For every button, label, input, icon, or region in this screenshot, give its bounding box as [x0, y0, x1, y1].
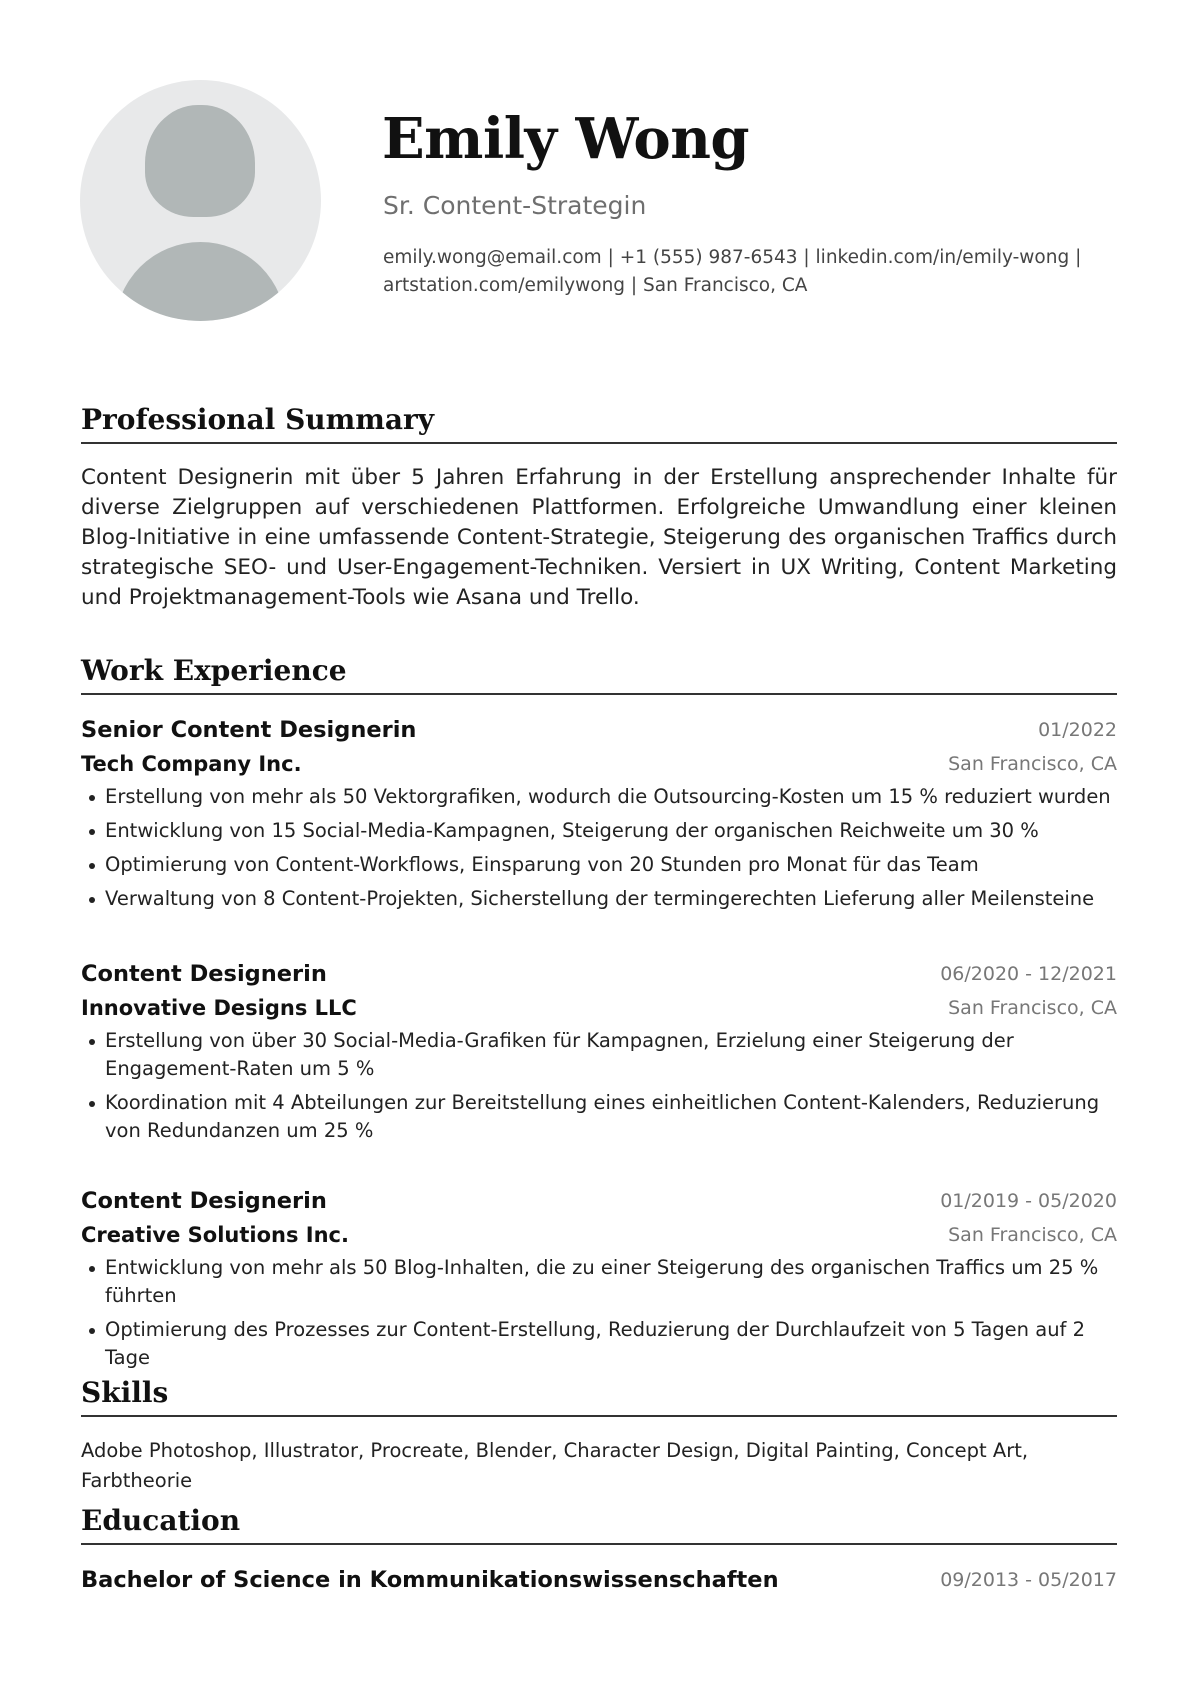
skills-list: Adobe Photoshop, Illustrator, Procreate, Blender, Character Design, Digital Painting, Concept Art, Farbtheorie	[81, 1439, 1029, 1492]
candidate-title: Sr. Content-Strategin	[383, 191, 647, 220]
job-role: Content Designerin	[81, 1188, 327, 1214]
job-bullets	[81, 1027, 1117, 1145]
avatar-placeholder-icon	[80, 80, 321, 321]
contact-line-1: emily.wong@email.com | +1 (555) 987-6543 | linkedin.com/in/emily-wong |	[383, 247, 1082, 268]
job-company: Tech Company Inc.	[81, 752, 302, 776]
job-company: Creative Solutions Inc.	[81, 1223, 349, 1247]
job-company-row	[81, 747, 1117, 781]
job-entry	[81, 1184, 1117, 1378]
skills-section-title: Skills	[81, 1375, 1117, 1417]
job-bullet: Optimierung von Content-Workflows, Einsparung von 20 Stunden pro Monat für das Team	[81, 851, 1117, 879]
job-header-row	[81, 1184, 1117, 1218]
job-dates: 01/2022	[1038, 719, 1117, 741]
job-entry	[81, 957, 1117, 1151]
avatar-head-shape	[145, 105, 255, 217]
job-header-row	[81, 713, 1117, 747]
job-location: San Francisco, CA	[948, 1224, 1117, 1246]
experience-section-title: Work Experience	[81, 653, 1117, 695]
job-company-row	[81, 1218, 1117, 1252]
job-dates: 01/2019 - 05/2020	[940, 1190, 1117, 1212]
job-bullets	[81, 1254, 1117, 1372]
job-bullet: Entwicklung von 15 Social-Media-Kampagnen, Steigerung der organischen Reichweite um 30 %	[81, 817, 1117, 845]
job-location: San Francisco, CA	[948, 753, 1117, 775]
job-bullet: Optimierung des Prozesses zur Content-Erstellung, Reduzierung der Durchlaufzeit von 5 Tagen auf 2 Tage	[81, 1316, 1117, 1372]
job-bullet: Entwicklung von mehr als 50 Blog-Inhalten, die zu einer Steigerung des organischen Traffics um 25 % führten	[81, 1254, 1117, 1310]
avatar-body-shape	[115, 242, 286, 321]
job-location: San Francisco, CA	[948, 997, 1117, 1019]
contact-line-2: artstation.com/emilywong | San Francisco, CA	[383, 275, 808, 296]
job-company: Innovative Designs LLC	[81, 996, 357, 1020]
job-role: Senior Content Designerin	[81, 717, 417, 743]
job-header-row	[81, 957, 1117, 991]
job-company-row	[81, 991, 1117, 1025]
job-bullet: Koordination mit 4 Abteilungen zur Bereitstellung eines einheitlichen Content-Kalenders, Reduzierung von Redundanzen um 25 %	[81, 1089, 1117, 1145]
candidate-name: Emily Wong	[382, 106, 750, 172]
job-entry	[81, 713, 1117, 919]
job-dates: 06/2020 - 12/2021	[940, 963, 1117, 985]
job-bullet: Erstellung von über 30 Social-Media-Grafiken für Kampagnen, Erzielung einer Steigerung der Engagement-Raten um 5 %	[81, 1027, 1117, 1083]
education-section-title: Education	[81, 1503, 1117, 1545]
summary-section-title: Professional Summary	[81, 402, 1117, 444]
job-bullets	[81, 783, 1117, 913]
job-bullet: Erstellung von mehr als 50 Vektorgrafiken, wodurch die Outsourcing-Kosten um 15 % reduziert wurden	[81, 783, 1117, 811]
education-degree: Bachelor of Science in Kommunikationswissenschaften	[81, 1567, 779, 1593]
contact-info	[383, 244, 1103, 300]
education-dates: 09/2013 - 05/2017	[940, 1569, 1117, 1591]
job-role: Content Designerin	[81, 961, 327, 987]
summary-text: Content Designerin mit über 5 Jahren Erfahrung in der Erstellung ansprechender Inhalte für diverse Zielgruppen auf verschiedenen Plattformen. Erfolgreiche Umwandlung einer kleinen Blog-Initiative in eine umfassende Content-Strategie, Steigerung des organischen Traffics durch strategische SEO- und User-Engagement-Techniken. Versiert in UX Writing, Content Marketing und Projektmanagement-Tools wie Asana und Trello.	[81, 465, 1117, 610]
job-bullet: Verwaltung von 8 Content-Projekten, Sicherstellung der termingerechten Lieferung aller Meilensteine	[81, 885, 1117, 913]
